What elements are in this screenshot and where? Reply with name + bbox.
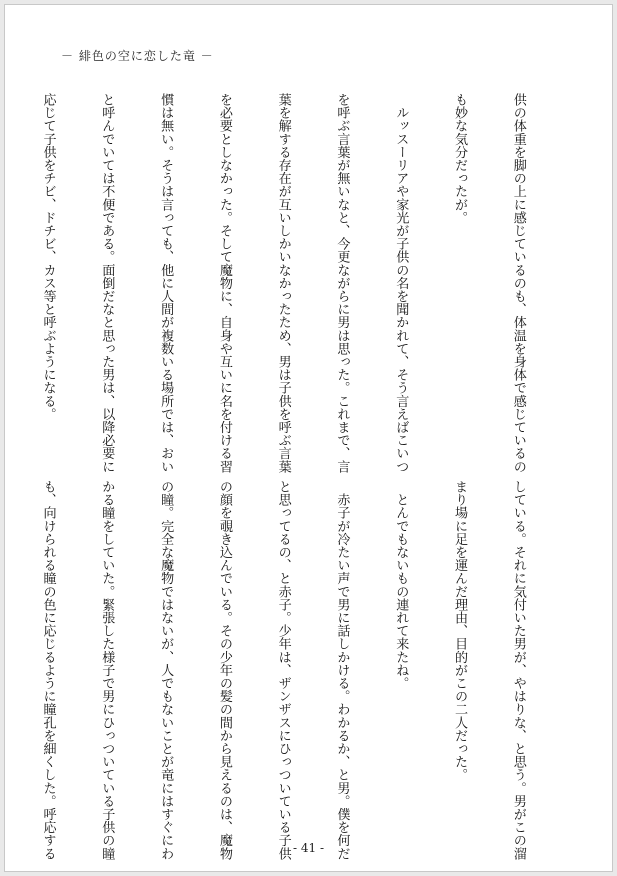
text-line: と呼んでいては不便である。面倒だなと思った男は、以降必要に	[99, 93, 115, 473]
text-line: も、向けられる瞳の色に応じるように瞳孔を細くした。呼応する	[40, 480, 56, 860]
text-line: も妙な気分だったが。	[452, 93, 468, 224]
page-number: - 41 -	[292, 841, 324, 855]
text-line: 供の体重を脚の上に感じているのも、体温を身体で感じているの	[510, 93, 526, 473]
text-block-top	[4, 93, 567, 473]
text-line: まり場に足を運んだ理由、目的がこの二人だった。	[452, 480, 468, 782]
text-line: 慣は無い。そうは言っても、他に人間が複数いる場所では、おい	[158, 93, 174, 473]
text-line: かる瞳をしていた。緊張した様子で男にひっついている子供の瞳	[99, 480, 115, 860]
text-line: 赤子が冷たい声で男に話しかける。わかるか、と男。僕を何だ	[334, 480, 350, 860]
text-line: 葉を解する存在が互いしかいなかったため、男は子供を呼ぶ言葉	[275, 93, 291, 473]
text-line: 応じて子供をチビ、ドチビ、カス等と呼ぶようになる。	[40, 93, 56, 421]
text-line: ルッスーリアや家光が子供の名を聞かれて、そう言えばこいつ	[393, 93, 409, 473]
document-page	[4, 4, 613, 872]
text-line: の顔を覗き込んでいる。その少年の髪の間から見えるのは、魔物	[216, 480, 232, 860]
text-line: を必要としなかった。そして魔物に、自身や互いに名を付ける習	[216, 93, 232, 473]
text-line: を呼ぶ言葉が無いなと、今更ながらに男は思った。これまで、言	[334, 93, 350, 473]
text-line: とんでもないもの連れて来たね。	[393, 480, 409, 690]
text-line: の瞳。完全な魔物ではないが、人でもないことが竜にはすぐにわ	[158, 480, 174, 860]
text-line: している。それに気付いた男が、やはりな、と思う。男がこの溜	[510, 480, 526, 860]
text-line: と思ってるの、と赤子。少年は、ザンザスにひっついている子供	[275, 480, 291, 860]
running-header: － 緋色の空に恋した竜 －	[61, 49, 214, 63]
